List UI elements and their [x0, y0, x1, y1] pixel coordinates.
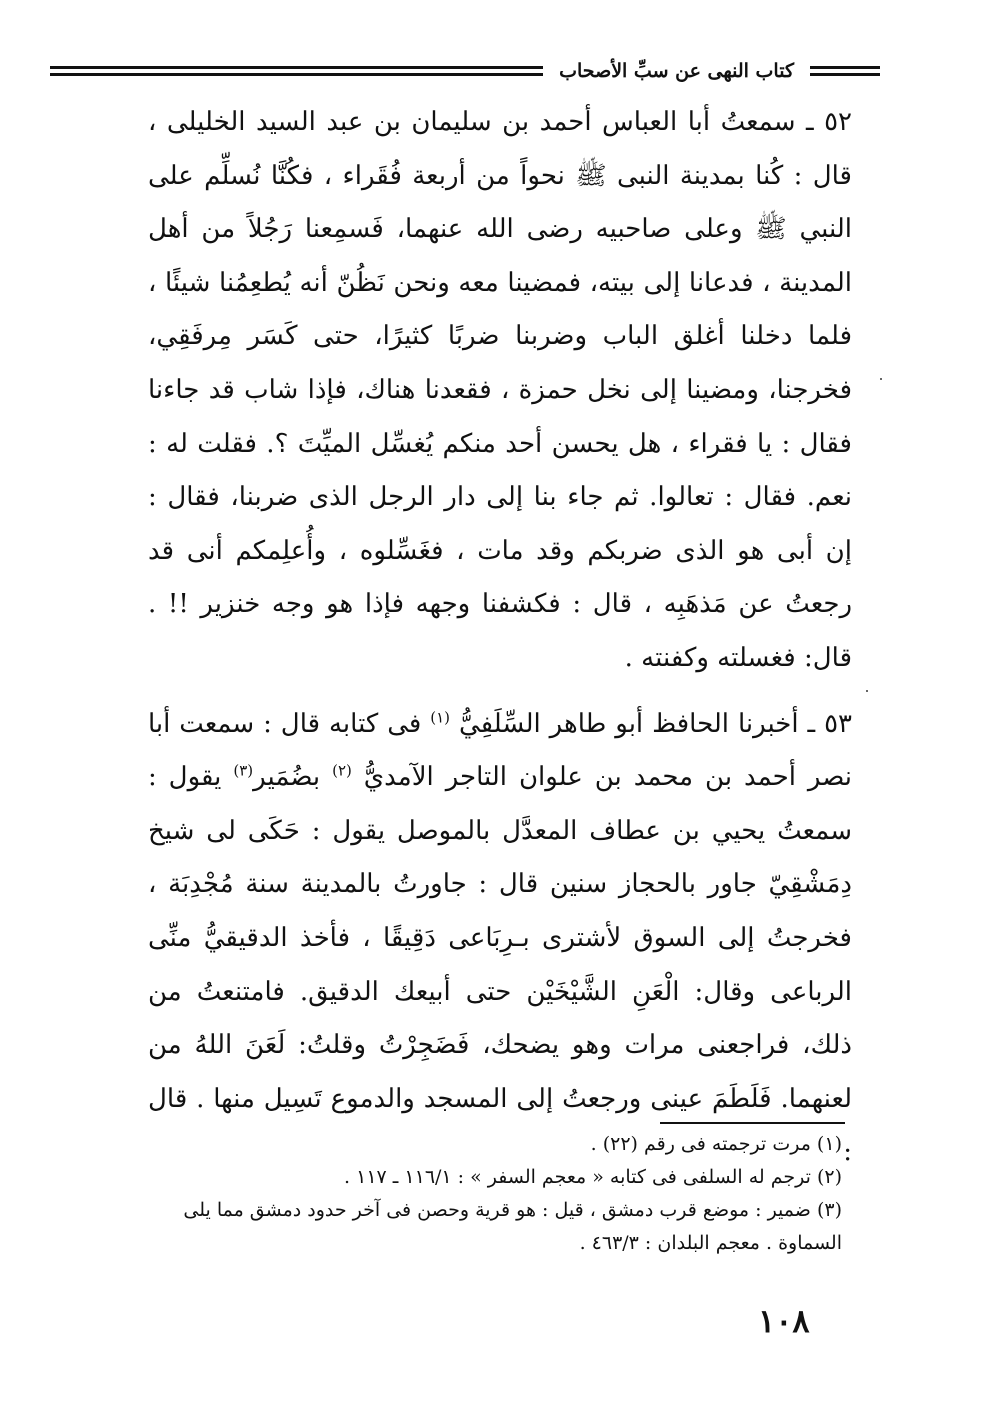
header-rule-right [810, 66, 880, 76]
footnote-1: (١) مرت ترجمته فى رقم (٢٢) . [590, 1133, 842, 1155]
paragraph-53-part-a: ٥٣ ـ أخبرنا الحافظ أبو طاهر السِّلَفِيُّ [458, 708, 853, 739]
header-rule-left [50, 66, 543, 76]
footnote-3: (٣) ضمير : موضع قرب دمشق ، قيل : هو قرية وحصن فى آخر حدود دمشق مما يلى السماوة . معجم البلدان : ٤٦٣/٣ . [183, 1199, 842, 1254]
paragraph-53-part-d: يقول : سمعتُ يحيي بن عطاف المعدَّل بالموصل يقول : حَكَى لى شيخ دِمَشْقِيّ جاور بالحجاز سنين قال : جاورتُ بالمدينة سنة مُجْدِبَة ، فخرجتُ إلى السوق لأشترى بـرِبَاعى دَقِيقًا ، فأخذ الدقيقيُّ منِّى الرباعى وقال: الْعَنِ الشَّيْخَيْن حتى أبيعك الدقيق. فامتنعتُ من ذلك، فراجعنى مرات وهو يضحك، فَضَجِرْتُ وقلتُ: لَعَنَ اللهُ من لعنهما. فَلَطَمَ عينى ورجعتُ إلى المسجد والدموع تَسِيل منها . قال : [148, 762, 852, 1168]
footnote-ref-1: (١) [430, 707, 451, 726]
footnote-separator [660, 1122, 845, 1124]
page-number: ١٠٨ [758, 1302, 810, 1340]
paragraph-52: ٥٢ ـ سمعتُ أبا العباس أحمد بن سليمان بن عبد السيد الخليلى ، قال : كُنا بمدينة النبى ﷺ نحواً من أربعة فُقَراء ، فكُنَّا نُسلِّم على النبي ﷺ وعلى صاحبيه رضى الله عنهما، فَسمِعنا رَجُلاً من أهل المدينة ، فدعانا إلى بيته، فمضينا معه ونحن نَظُنّ أنه يُطعِمُنا شيئًا ، فلما دخلنا أغلق الباب وضربنا ضربًا كثيرًا، حتى كَسَر مِرفَقِي، فخرجنا، ومضينا إلى نخل حمزة ، فقعدنا هناك، فإذا شاب قد جاءنا فقال : يا فقراء ، هل يحسن أحد منكم يُغسِّل الميِّتَ ؟. فقلت له : نعم. فقال : تعالوا. ثم جاء بنا إلى دار الرجل الذى ضربنا، فقال : إن أبى هو الذى ضربكم وقد مات ، فغَسِّلوه ، وأُعلِمكم أنى قد رجعتُ عن مَذهَبِه ، قال : فكشفنا وجهه فإذا هو وجه خنزير !! . قال: فغسلته وكفنته . [148, 107, 852, 673]
footnote-ref-3: (٣) [233, 761, 254, 780]
book-title: كتاب النهى عن سبِّ الأصحاب [559, 59, 794, 82]
footnotes [130, 1128, 842, 1260]
page-header [50, 56, 880, 86]
main-text [148, 96, 852, 1180]
paragraph-53-part-c: بضُمَير [253, 762, 321, 793]
margin-speck [866, 690, 868, 692]
footnote-2: (٢) ترجم له السلفى فى كتابه « معجم السفر » : ١١٦/١ ـ ١١٧ . [344, 1166, 842, 1188]
margin-speck [880, 378, 882, 380]
footnote-ref-2: (٢) [332, 761, 352, 780]
paragraph-53-part-b: فى كتابه قال : سمعت أبا نصر أحمد بن محمد بن علوان التاجر الآمديُّ [148, 708, 853, 793]
paragraph-53 [148, 698, 852, 1180]
